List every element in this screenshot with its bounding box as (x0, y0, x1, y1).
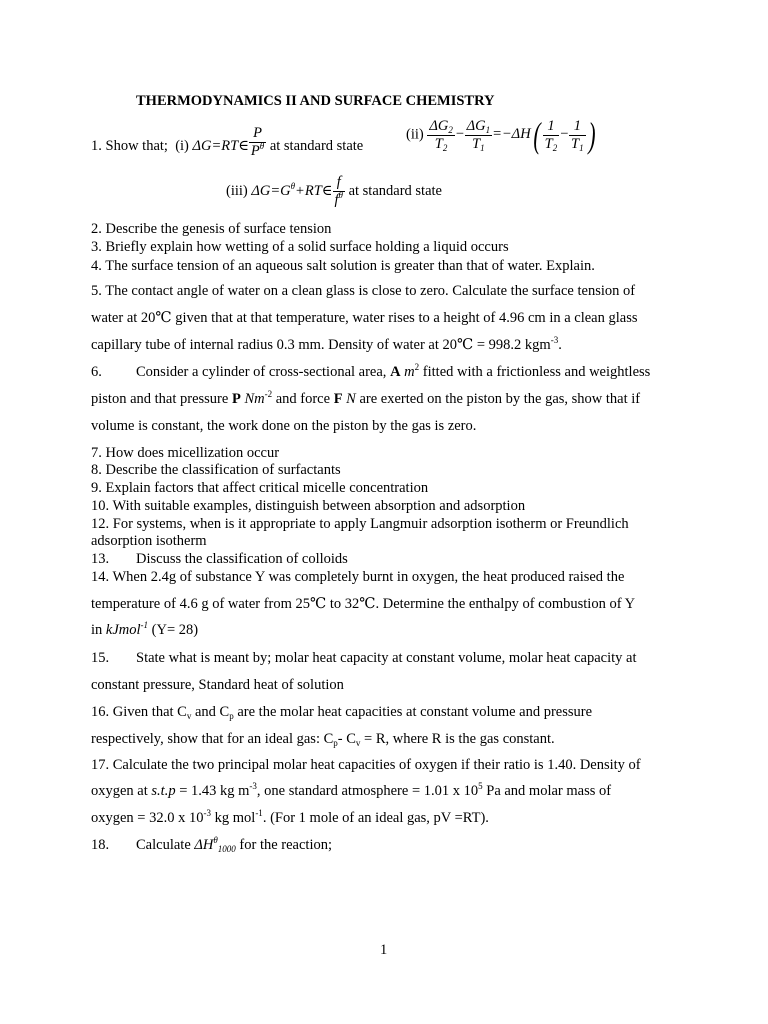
question-14-line-2: temperature of 4.6 g of water from 25℃ to 32℃. Determine the enthalpy of combustion of Y (91, 596, 636, 612)
question-6-line-2: piston and that pressure P $Nm^{-2}$ and force F N are exerted on the piston by the gas, show that if (91, 389, 641, 407)
question-5-line-2: water at 20℃ given that at that temperature, water rises to a height of 4.96 cm in a clean glass (91, 310, 638, 326)
question-5-line-1: 5. The contact angle of water on a clean glass is close to zero. Calculate the surface tension of (91, 283, 636, 299)
question-12-line-2: adsorption isotherm (91, 533, 207, 549)
question-15-number: 15. (91, 650, 110, 666)
question-17-line-3: oxygen = 32.0 x $10^{-3}$ kg mol$^{-1}$. (For 1 mole of an ideal gas, pV =RT). (91, 808, 489, 826)
question-2: 2. Describe the genesis of surface tension (91, 221, 332, 237)
question-7: 7. How does micellization occur (91, 445, 280, 461)
q1-iii-after: at standard state (348, 182, 442, 199)
question-8: 8. Describe the classification of surfactants (91, 462, 341, 478)
q1-iii-equation: $\Delta G=G^\theta+RT\in$ $\frac{f}{f^\theta}$ (251, 174, 343, 208)
question-13-number: 13. (91, 551, 110, 567)
question-6-line-1: Consider a cylinder of cross-sectional area, A $m^2$ fitted with a frictionless and weightless (136, 362, 651, 380)
q1-i-label: (i) (175, 137, 189, 154)
page-number: 1 (380, 942, 388, 958)
question-6-line-3: volume is constant, the work done on the piston by the gas is zero. (91, 418, 477, 434)
question-15-line-2: constant pressure, Standard heat of solution (91, 677, 344, 693)
question-15-line-1: State what is meant by; molar heat capacity at constant volume, molar heat capacity at (136, 650, 637, 666)
question-5-line-3: capillary tube of internal radius 0.3 mm. Density of water at 20℃ = 998.2 kgm$^{-3}$. (91, 335, 562, 353)
question-17-line-1: 17. Calculate the two principal molar heat capacities of oxygen if their ratio is 1.40. Density of (91, 757, 641, 773)
q1-i-after: at standard state (269, 137, 364, 154)
q1-i-equation: ΔG=RT∈ $\frac{P}{P^\theta}$ (192, 125, 265, 159)
q1-ii (406, 117, 598, 153)
question-10: 10. With suitable examples, distinguish between absorption and adsorption (91, 498, 526, 514)
question-6-number: 6. (91, 364, 102, 380)
q1-iii-label: (iii) (226, 182, 248, 199)
question-1 (91, 125, 364, 160)
question-12-line-1: 12. For systems, when is it appropriate to apply Langmuir adsorption isotherm or Freundlich (91, 516, 629, 532)
question-16-line-1: 16. Given that $C_v$ and $C_p$ are the molar heat capacities at constant volume and pressure (91, 704, 593, 721)
question-17-line-2: oxygen at s.t.p = 1.43 kg $m^{-3}$, one standard atmosphere = 1.01 x $10^5$ Pa and molar mass of (91, 781, 612, 799)
question-16-line-2: respectively, show that for an ideal gas: $C_p-$ $C_v = R$, where R is the gas constant. (91, 731, 555, 748)
question-4: 4. The surface tension of an aqueous salt solution is greater than that of water. Explain. (91, 258, 595, 274)
question-9: 9. Explain factors that affect critical micelle concentration (91, 480, 429, 496)
question-13-text: Discuss the classification of colloids (136, 551, 348, 567)
question-18-number: 18. (91, 837, 110, 853)
q1-ii-label: (ii) (406, 126, 424, 143)
q1-iii (226, 174, 442, 209)
q1-lead: 1. Show that; (91, 137, 168, 154)
question-14-line-3: in kJmol$^{-1}$ (Y= 28) (91, 620, 199, 638)
q1-ii-equation: $\frac{\Delta G_2}{T_2}$ − $\frac{\Delta G_1}{T_1}$ =−ΔH( $\frac{1}{T_2}$ − $\frac{1}{T_1}$ ) (429, 115, 596, 155)
page-title: THERMODYNAMICS II AND SURFACE CHEMISTRY (136, 93, 495, 109)
question-14-line-1: 14. When 2.4g of substance Y was completely burnt in oxygen, the heat produced raised the (91, 569, 625, 585)
question-3: 3. Briefly explain how wetting of a solid surface holding a liquid occurs (91, 239, 509, 255)
question-18-text: Calculate $\Delta H^\theta_{1000}$ for the reaction; (136, 835, 333, 854)
